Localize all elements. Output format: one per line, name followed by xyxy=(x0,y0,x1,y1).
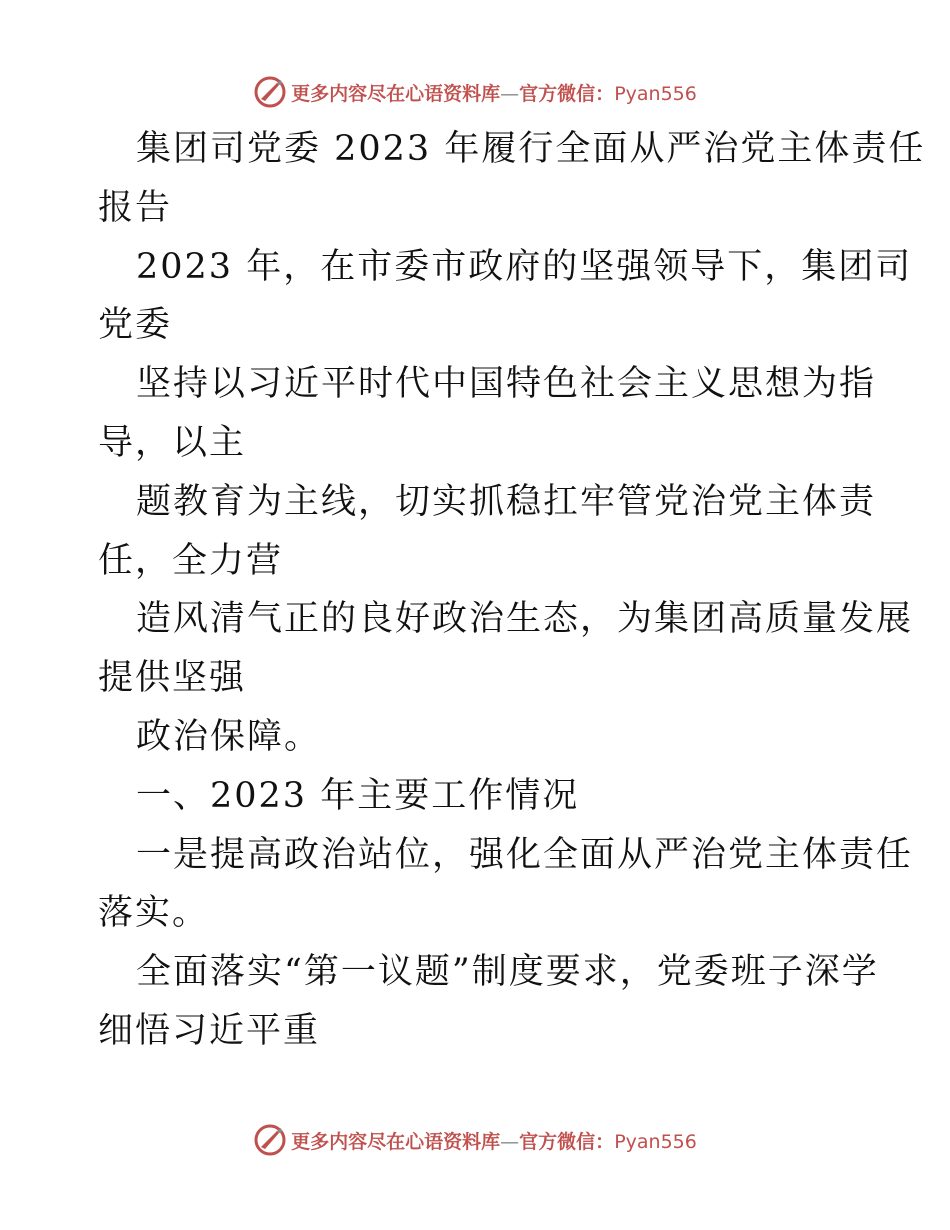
watermark-id: Pyan556 xyxy=(614,1130,697,1153)
doc-line: 任，全力营 xyxy=(98,540,284,581)
watermark-id: Pyan556 xyxy=(614,82,697,105)
watermark-separator: — xyxy=(500,1130,520,1153)
doc-line: 一是提高政治站位，强化全面从严治党主体责任 xyxy=(136,834,914,875)
doc-line: 落实。 xyxy=(98,893,210,934)
watermark-main: 更多内容尽在心语资料库 xyxy=(291,1130,501,1153)
doc-line: 提供坚强 xyxy=(98,658,247,699)
doc-line: 集团司党委 2023 年履行全面从严治党主体责任 xyxy=(136,129,926,169)
doc-line: 报告 xyxy=(98,187,173,228)
watermark-main: 更多内容尽在心语资料库 xyxy=(291,82,501,105)
doc-line: 政治保障。 xyxy=(136,716,322,757)
watermark-official: 官方微信： xyxy=(519,1130,615,1153)
doc-line: 题教育为主线，切实抓稳扛牢管党治党主体责 xyxy=(136,481,877,522)
doc-line: 2023 年，在市委市政府的坚强领导下，集团司 xyxy=(136,246,913,287)
doc-line: 党委 xyxy=(98,305,173,346)
doc-line: 细悟习近平重 xyxy=(98,1010,321,1051)
section-heading: 一、2023 年主要工作情况 xyxy=(136,775,580,816)
watermark-official: 官方微信： xyxy=(519,82,615,105)
header-watermark xyxy=(0,72,950,112)
quill-logo-icon xyxy=(253,75,287,109)
doc-line: 导，以主 xyxy=(98,422,247,463)
watermark-text xyxy=(291,1127,697,1154)
document-body xyxy=(98,120,926,1061)
doc-line: 全面落实“第一议题”制度要求，党委班子深学 xyxy=(136,952,879,993)
watermark-separator: — xyxy=(500,82,520,105)
watermark-text xyxy=(291,79,697,106)
quill-logo-icon xyxy=(253,1123,287,1157)
doc-line: 坚持以习近平时代中国特色社会主义思想为指 xyxy=(136,364,877,405)
footer-watermark xyxy=(0,1120,950,1160)
doc-line: 造风清气正的良好政治生态，为集团高质量发展 xyxy=(136,599,914,640)
